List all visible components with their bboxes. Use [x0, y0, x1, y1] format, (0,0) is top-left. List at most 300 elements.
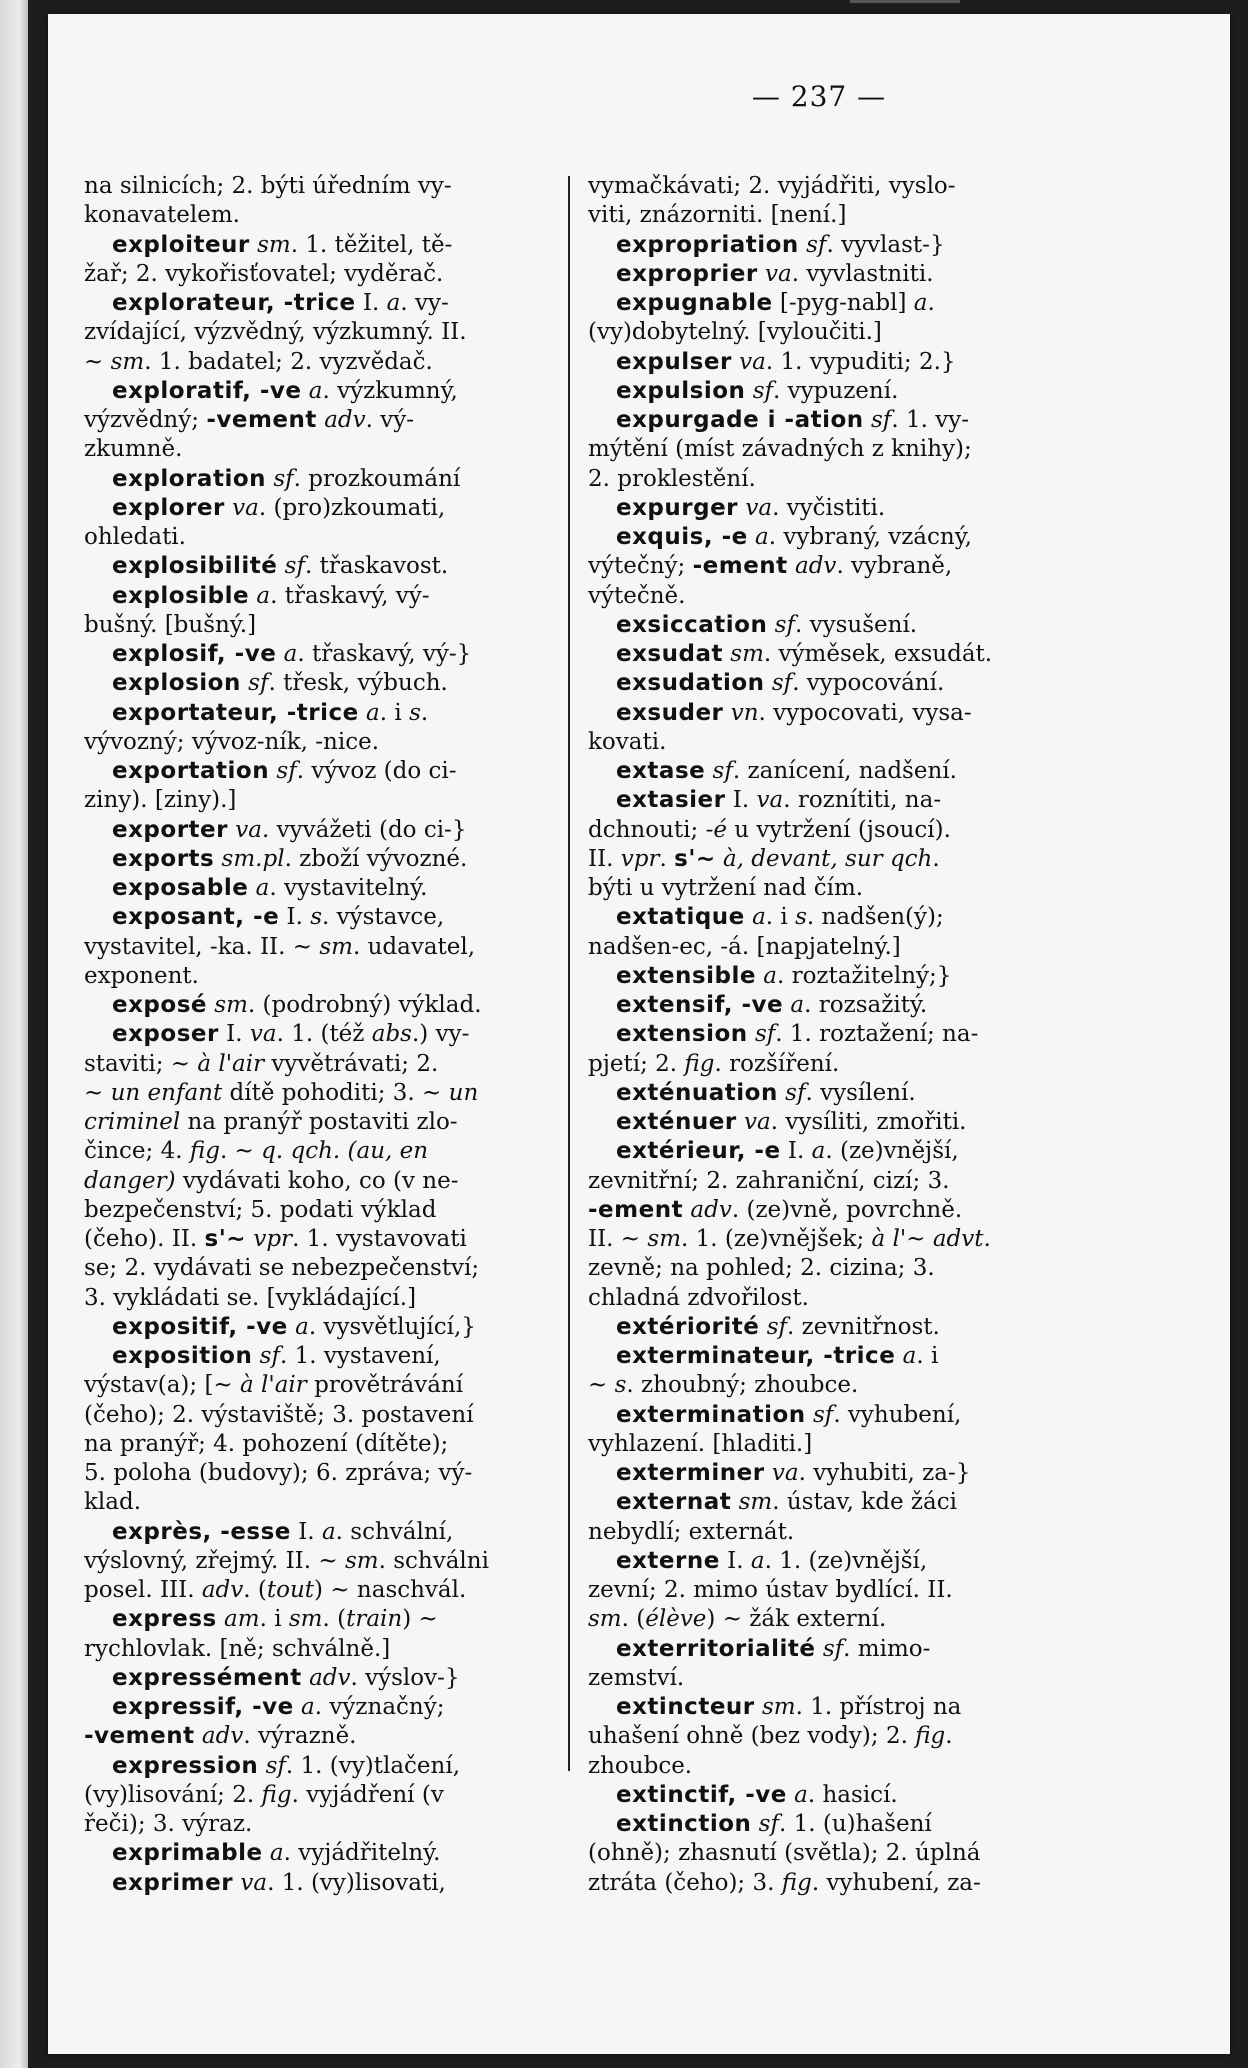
entry-line: [588, 406, 1066, 435]
grammar-label: tout: [266, 1577, 315, 1603]
grammar-label: a: [321, 1518, 336, 1545]
definition-text: I.: [218, 1021, 250, 1048]
grammar-label: un enfant: [110, 1079, 223, 1106]
grammar-label: a: [248, 875, 270, 901]
grammar-label: a: [750, 1547, 765, 1574]
definition-text: . výrazně.: [243, 1723, 357, 1750]
grammar-label: sf: [767, 611, 795, 638]
headword: s'~: [204, 1226, 247, 1252]
entry-line: [84, 1693, 554, 1722]
entry-line: [588, 1488, 1066, 1517]
entry-line: [588, 231, 1066, 260]
grammar-label: a: [755, 962, 777, 989]
definition-text: .: [945, 1723, 953, 1750]
grammar-label: sm.pl: [214, 845, 285, 872]
continuation-line: [84, 1459, 554, 1488]
headword: exportation: [112, 758, 270, 784]
headword: explosibilité: [112, 553, 278, 580]
right-column: [588, 172, 1066, 1898]
entry-line: [84, 845, 554, 874]
definition-text: . výstavce,: [322, 904, 445, 931]
entry-line: [84, 757, 554, 786]
definition-text: . zevnitřnost.: [787, 1313, 940, 1340]
definition-text: . (pro)zkoumati,: [258, 494, 446, 521]
entry-line: [588, 1313, 1066, 1342]
definition-text: zhoubce.: [588, 1752, 693, 1779]
definition-text: . výzkumný,: [322, 377, 458, 404]
headword: exprimable: [112, 1840, 263, 1867]
headword: explosif, -ve: [112, 641, 277, 667]
definition-text: vymačkávati; 2. vyjádřiti, vyslo-: [588, 173, 956, 199]
definition-text: . i: [765, 904, 796, 931]
grammar-label: train: [346, 1606, 403, 1633]
headword: -ement: [588, 1196, 684, 1223]
grammar-label: a: [293, 1694, 315, 1720]
grammar-label: un: [448, 1079, 479, 1106]
continuation-line: [84, 1196, 554, 1225]
headword: exténuation: [616, 1079, 778, 1106]
grammar-label: sm: [588, 1606, 622, 1633]
grammar-label: a: [249, 582, 271, 609]
entry-line: [588, 289, 1066, 318]
definition-text: . (ze)vně, povrchně.: [731, 1196, 963, 1223]
grammar-label: sf: [705, 758, 733, 784]
grammar-label: à, devant, sur qch: [715, 845, 933, 872]
definition-text: . roznítiti, na-: [783, 787, 942, 814]
definition-text: (ohně); zhasnutí (světla); 2. úplná: [588, 1840, 981, 1867]
definition-text: vydávati koho, co (v ne-: [175, 1167, 459, 1194]
grammar-label: sf: [777, 1079, 806, 1106]
definition-text: . (ze)vnější,: [825, 1138, 959, 1165]
definition-text: na silnicích; 2. býti úředním vy-: [84, 173, 452, 199]
continuation-line: [84, 1108, 554, 1137]
grammar-label: à l'air: [197, 1050, 265, 1077]
grammar-label: sf: [252, 1343, 280, 1369]
continuation-line: [588, 1167, 1066, 1196]
continuation-line: [84, 1254, 554, 1283]
headword: extensible: [616, 962, 756, 989]
continuation-line: [588, 1722, 1066, 1751]
definition-text: . (podrobný) výklad.: [247, 992, 482, 1018]
continuation-line: [588, 318, 1066, 347]
definition-text: pjetí; 2.: [588, 1050, 685, 1077]
entry-line: [84, 552, 554, 581]
definition-text: . třaskavý, vý-}: [297, 641, 472, 667]
grammar-label: a: [276, 641, 298, 667]
page-number: — 237 —: [751, 80, 887, 113]
grammar-label: va: [731, 348, 766, 375]
definition-text: . zanícení, nadšení.: [732, 758, 957, 784]
continuation-line: [84, 1488, 554, 1517]
grammar-label: fig: [261, 1781, 292, 1808]
grammar-label: vpr: [620, 845, 660, 872]
continuation-line: [588, 728, 1066, 757]
entry-line: [588, 699, 1066, 728]
definition-text: . 1. (ze)vnější,: [764, 1547, 928, 1574]
definition-text: (vy)lisování; 2.: [84, 1781, 262, 1808]
definition-text: konavatelem.: [84, 202, 240, 229]
definition-text: . vyčistiti.: [772, 494, 886, 521]
headword: exterminer: [616, 1460, 765, 1486]
continuation-line: [84, 1167, 554, 1196]
grammar-label: fig: [781, 1869, 812, 1896]
continuation-line: [588, 874, 1066, 903]
continuation-line: [588, 816, 1066, 845]
definition-text: . význačný;: [314, 1694, 445, 1720]
grammar-label: va: [249, 1021, 277, 1048]
continuation-line: [588, 1254, 1066, 1283]
continuation-line: [588, 1869, 1066, 1898]
definition-text: . vyvážeti (do ci-}: [262, 816, 467, 843]
headword: expropriation: [616, 231, 799, 258]
definition-text: I.: [719, 1547, 751, 1574]
headword: expressif, -ve: [112, 1694, 294, 1720]
definition-text: .: [420, 699, 429, 726]
grammar-label: fig: [915, 1723, 946, 1750]
grammar-label: a: [913, 290, 928, 316]
definition-text: provětrávání: [306, 1372, 464, 1399]
grammar-label: va: [227, 816, 263, 843]
grammar-label: a: [744, 904, 766, 931]
entry-line: [588, 1810, 1066, 1839]
definition-text: .: [932, 845, 940, 872]
entry-line: [588, 523, 1066, 552]
definition-text: ) ~: [402, 1606, 438, 1633]
grammar-label: sm: [754, 1694, 796, 1720]
headword: exprès, -esse: [112, 1518, 291, 1545]
headword: exports: [112, 845, 215, 872]
definition-text: výzvědný;: [84, 407, 207, 433]
headword: express: [112, 1606, 217, 1633]
continuation-line: [84, 962, 554, 991]
definition-text: 5. poloha (budovy); 6. zpráva; vý-: [84, 1460, 473, 1486]
definition-text: . vypocovati, vysa-: [758, 699, 972, 726]
entry-line: [84, 669, 554, 698]
definition-text: . třaskavost.: [305, 553, 449, 580]
definition-text: ztráta (čeho); 3.: [588, 1869, 782, 1896]
definition-text: . 1. vystavovati: [292, 1226, 467, 1252]
headword: explosion: [112, 670, 241, 697]
continuation-line: [84, 786, 554, 815]
continuation-line: [588, 435, 1066, 464]
definition-text: . vystavitelný.: [269, 875, 428, 901]
definition-text: zevně; na pohled; 2. cizina; 3.: [588, 1255, 935, 1282]
grammar-label: sf: [277, 553, 306, 580]
continuation-line: [84, 348, 554, 377]
grammar-label: s: [409, 699, 421, 726]
grammar-label: sf: [269, 758, 297, 784]
grammar-label: am: [216, 1606, 260, 1633]
continuation-line: [84, 1225, 554, 1254]
headword: exploratif, -ve: [112, 377, 302, 404]
entry-line: [588, 669, 1066, 698]
entry-line: [84, 1518, 554, 1547]
grammar-label: -é: [705, 816, 727, 843]
definition-text: . 1. (vy)tlačení,: [285, 1752, 461, 1779]
entry-line: [588, 611, 1066, 640]
entry-line: [588, 757, 1066, 786]
entry-line: [84, 1869, 554, 1898]
grammar-label: sm: [647, 1226, 682, 1252]
grammar-label: sm: [207, 992, 248, 1018]
grammar-label: a: [811, 1138, 826, 1165]
grammar-label: a: [783, 992, 805, 1018]
definition-text: ohledati.: [84, 524, 186, 550]
grammar-label: fig: [189, 1138, 220, 1165]
continuation-line: [84, 728, 554, 757]
entry-line: [84, 1839, 554, 1868]
definition-text: . vybraně,: [836, 553, 953, 580]
entry-line: [588, 1108, 1066, 1137]
entry-line: [588, 640, 1066, 669]
definition-text: . 1. roztažení; na-: [775, 1021, 979, 1048]
definition-text: .: [659, 845, 675, 872]
definition-text: . 1. (ze)vnějšek;: [681, 1226, 872, 1252]
continuation-line: [588, 582, 1066, 611]
definition-text: čince; 4.: [84, 1138, 190, 1165]
headword: extatique: [616, 904, 745, 931]
continuation-line: [84, 1635, 554, 1664]
grammar-label: sm: [722, 641, 764, 667]
grammar-label: sm: [731, 1489, 773, 1516]
definition-text: . vý-: [365, 407, 415, 433]
entry-line: [84, 1313, 554, 1342]
definition-text: . vysušení.: [795, 611, 918, 638]
grammar-label: q. qch. (au, en: [261, 1138, 429, 1165]
definition-text: (vy)dobytelný. [vyloučiti.]: [588, 319, 882, 346]
headword: expugnable: [616, 290, 773, 316]
definition-text: na pranýř; 4. pohození (dítěte);: [84, 1430, 449, 1457]
continuation-line: [588, 1839, 1066, 1868]
definition-text: výtečný;: [588, 553, 693, 580]
definition-text: . výslov-}: [350, 1664, 460, 1691]
grammar-label: sm: [319, 933, 353, 960]
definition-text: I.: [290, 1518, 322, 1545]
grammar-label: a: [358, 699, 380, 726]
continuation-line: [84, 1430, 554, 1459]
definition-text: . i: [259, 1606, 289, 1633]
entry-line: [588, 1693, 1066, 1722]
continuation-line: [84, 201, 554, 230]
definition-text: 3. vykládati se. [vykládající.]: [84, 1284, 417, 1311]
continuation-line: [84, 1810, 554, 1839]
headword: -vement: [84, 1723, 195, 1750]
definition-text: výtečně.: [588, 582, 686, 609]
definition-text: na pranýř postaviti zlo-: [180, 1109, 458, 1135]
definition-text: II.: [588, 845, 621, 872]
definition-text: . rozsažitý.: [804, 992, 928, 1018]
definition-text: bušný. [bušný.]: [84, 611, 257, 638]
definition-text: . vypuzení.: [773, 377, 899, 404]
grammar-label: a: [786, 1781, 808, 1808]
entry-line: [588, 260, 1066, 289]
definition-text: u vytržení (jsoucí).: [726, 816, 951, 843]
definition-text: .: [983, 1226, 991, 1252]
definition-text: exponent.: [84, 962, 199, 989]
entry-line: [588, 1020, 1066, 1049]
definition-text: . vyhubiti, za-}: [798, 1460, 971, 1486]
scan-mark: [850, 0, 960, 3]
continuation-line: [84, 1371, 554, 1400]
previous-page-edge: [0, 0, 28, 2068]
entry-line: [84, 1020, 554, 1049]
headword: extension: [616, 1021, 748, 1048]
continuation-line: [588, 1605, 1066, 1634]
definition-text: dítě pohoditi; 3. ~: [222, 1079, 449, 1106]
entry-line: [84, 874, 554, 903]
continuation-line: [588, 933, 1066, 962]
definition-text: klad.: [84, 1489, 142, 1516]
headword: exsudat: [616, 641, 723, 667]
definition-text: uhašení ohně (bez vody); 2.: [588, 1723, 916, 1750]
grammar-label: adv: [201, 1577, 244, 1603]
headword: externe: [616, 1547, 720, 1574]
grammar-label: sf: [266, 465, 294, 492]
grammar-label: a: [895, 1343, 917, 1369]
grammar-label: adv: [194, 1723, 244, 1750]
definition-text: [-pyg-nabl]: [772, 290, 914, 316]
left-column: [84, 172, 554, 1898]
entry-line: [84, 816, 554, 845]
headword: expositif, -ve: [112, 1313, 288, 1340]
definition-text: . vývoz (do ci-: [296, 758, 457, 784]
headword: exposable: [112, 875, 249, 901]
definition-text: . 1. vypuditi; 2.}: [765, 348, 956, 375]
definition-text: . nadšen(ý);: [806, 904, 944, 931]
definition-text: mýtění (míst závadných z knihy);: [588, 436, 972, 463]
continuation-line: [588, 552, 1066, 581]
definition-text: vyhlazení. [hladiti.]: [588, 1430, 813, 1457]
definition-text: nadšen-ec, -á. [napjatelný.]: [588, 933, 901, 960]
headword: expurger: [616, 494, 739, 521]
definition-text: . (: [243, 1577, 267, 1603]
grammar-label: va: [756, 787, 784, 814]
definition-text: ~: [84, 348, 111, 375]
definition-text: zvídající, výzvědný, výzkumný. II.: [84, 319, 467, 346]
definition-text: . hasicí.: [807, 1781, 898, 1808]
headword: extérieur, -e: [616, 1138, 781, 1165]
continuation-line: [588, 1050, 1066, 1079]
headword: explorateur, -trice: [112, 290, 356, 316]
definition-text: zevní; 2. mimo ústav bydlící. II.: [588, 1577, 953, 1603]
grammar-label: sf: [863, 407, 892, 433]
grammar-label: va: [224, 494, 259, 521]
headword: exproprier: [616, 260, 758, 287]
definition-text: zemství.: [588, 1664, 685, 1691]
grammar-label: a: [747, 524, 769, 550]
headword: extériorité: [616, 1313, 760, 1340]
continuation-line: [588, 1225, 1066, 1254]
definition-text: . rozšíření.: [714, 1050, 840, 1077]
grammar-label: va: [764, 1460, 799, 1486]
headword: exposé: [112, 992, 207, 1018]
definition-text: žař; 2. vykořisťovatel; vyděrač.: [84, 260, 444, 287]
headword: extermination: [616, 1401, 806, 1428]
entry-line: [84, 582, 554, 611]
grammar-label: sm: [288, 1606, 323, 1633]
entry-line: [588, 903, 1066, 932]
entry-line: [588, 377, 1066, 406]
definition-text: . vyjádření (v: [291, 1781, 444, 1808]
definition-text: . ústav, kde žáci: [772, 1489, 957, 1516]
continuation-line: [588, 172, 1066, 201]
definition-text: . vyhubení, za-: [811, 1869, 981, 1896]
continuation-line: [588, 1664, 1066, 1693]
headword: exploiteur: [112, 231, 250, 258]
entry-line: [588, 1547, 1066, 1576]
definition-text: . schvální,: [335, 1518, 454, 1545]
definition-text: . mimo-: [843, 1635, 931, 1662]
headword: exportateur, -trice: [112, 699, 359, 726]
definition-text: . vyvlastniti.: [791, 260, 934, 287]
continuation-line: [588, 1518, 1066, 1547]
continuation-line: [84, 318, 554, 347]
definition-text: kovati.: [588, 728, 667, 755]
definition-text: viti, znázorniti. [není.]: [588, 202, 847, 229]
headword: exporter: [112, 816, 228, 843]
headword: exsuder: [616, 699, 724, 726]
definition-text: . 1. vystavení,: [279, 1343, 441, 1369]
definition-text: I.: [355, 290, 387, 316]
definition-text: . udavatel,: [352, 933, 476, 960]
continuation-line: [84, 1576, 554, 1605]
definition-text: chladná zdvořilost.: [588, 1284, 809, 1311]
definition-text: . 1. (u)hašení: [779, 1811, 932, 1837]
definition-text: se; 2. vydávati se nebezpečenství;: [84, 1255, 480, 1282]
definition-text: . i: [916, 1343, 939, 1369]
headword: expulser: [616, 348, 732, 375]
grammar-label: élève: [645, 1606, 707, 1633]
definition-text: staviti; ~: [84, 1050, 198, 1077]
definition-text: I.: [279, 904, 311, 931]
definition-text: . 1. těžitel, tě-: [290, 231, 453, 258]
entry-line: [588, 1137, 1066, 1166]
definition-text: . vybraný, vzácný,: [768, 524, 972, 550]
definition-text: ~: [84, 1079, 111, 1106]
grammar-label: sf: [240, 670, 269, 697]
grammar-label: à l'air: [240, 1372, 307, 1399]
definition-text: . výměsek, exsudát.: [763, 641, 993, 667]
definition-text: . 1. badatel; 2. vyzvědač.: [144, 348, 433, 375]
definition-text: . 1. přístroj na: [795, 1694, 962, 1720]
entry-line: [588, 991, 1066, 1020]
definition-text: býti u vytržení nad čím.: [588, 875, 864, 901]
grammar-label: sf: [747, 1021, 776, 1048]
headword: -ement: [692, 553, 788, 580]
grammar-label: a: [262, 1840, 284, 1867]
definition-text: řeči); 3. výraz.: [84, 1811, 253, 1837]
headword: exprimer: [112, 1869, 234, 1896]
continuation-line: [84, 1079, 554, 1108]
grammar-label: s: [310, 904, 323, 931]
continuation-line: [84, 1722, 554, 1751]
entry-line: [588, 1459, 1066, 1488]
headword: expression: [112, 1752, 259, 1779]
continuation-line: [84, 611, 554, 640]
definition-text: .: [927, 290, 935, 316]
headword: exsudation: [616, 670, 765, 697]
definition-text: . zhoubný; zhoubce.: [626, 1372, 859, 1399]
entry-line: [588, 1342, 1066, 1371]
entry-line: [84, 1664, 554, 1693]
grammar-label: adv: [316, 407, 366, 433]
headword: exsiccation: [616, 611, 768, 638]
headword: extensif, -ve: [616, 992, 784, 1018]
continuation-line: [588, 465, 1066, 494]
entry-line: [588, 962, 1066, 991]
continuation-line: [588, 201, 1066, 230]
continuation-line: [84, 523, 554, 552]
